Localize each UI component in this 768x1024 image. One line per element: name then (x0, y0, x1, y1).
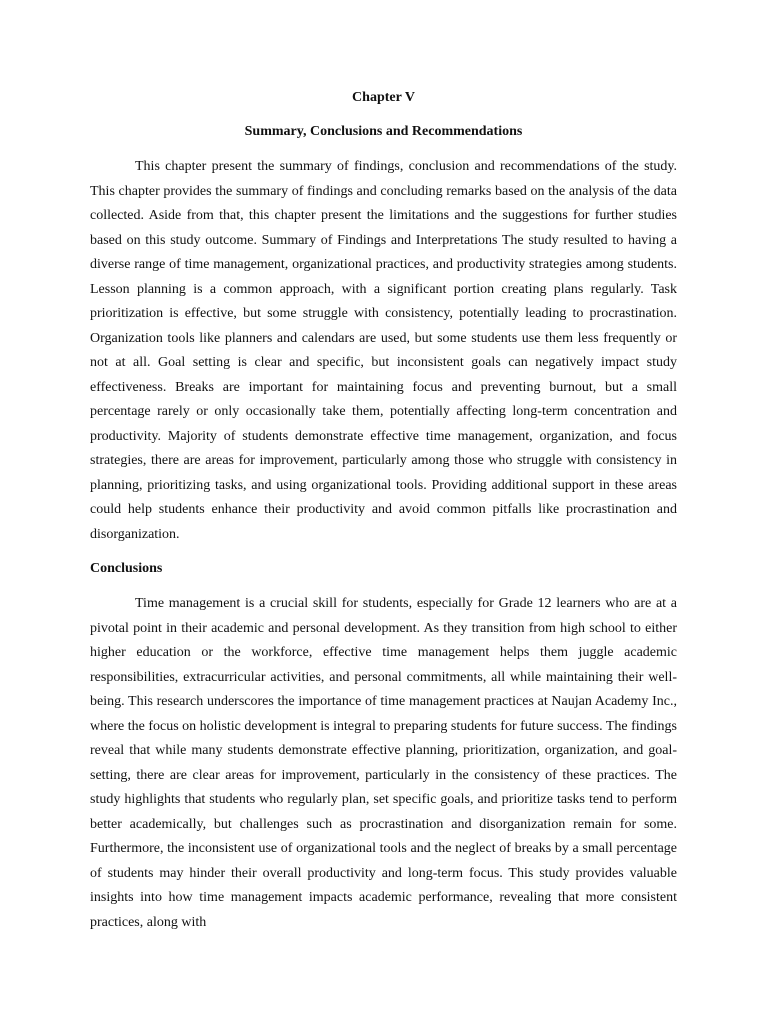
conclusions-paragraph: Time management is a crucial skill for students, especially for Grade 12 learners who are at a pivotal point in their academic and personal development. As they transition from high school to either higher education or the workforce, effective time management helps them juggle academic responsibilities, extracurricular activities, and personal commitments, all while maintaining their well-being. This research underscores the importance of time management practices at Naujan Academy Inc., where the focus on holistic development is integral to preparing students for future success. The findings reveal that while many students demonstrate effective planning, prioritization, organization, and goal-setting, there are clear areas for improvement, particularly in the consistency of these practices. The study highlights that students who regularly plan, set specific goals, and prioritize tasks tend to perform better academically, but challenges such as procrastination and disorganization remain for some. Furthermore, the inconsistent use of organizational tools and the neglect of breaks by a small percentage of students may hinder their overall productivity and long-term focus. This study provides valuable insights into how time management impacts academic performance, revealing that more consistent practices, along with (90, 596, 677, 930)
chapter-subtitle: Summary, Conclusions and Recommendations (244, 124, 523, 139)
intro-paragraph: This chapter present the summary of findings, conclusion and recommendations of the study. This chapter provides the summary of findings and concluding remarks based on the analysis of the data collected. Aside from that, this chapter present the limitations and the suggestions for further studies based on this study outcome. Summary of Findings and Interpretations The study resulted to having a diverse range of time management, organizational practices, and productivity strategies among students. Lesson planning is a common approach, with a significant portion creating plans regularly. Task prioritization is effective, but some struggle with consistency, potentially leading to procrastination. Organization tools like planners and calendars are used, but some students use them less frequently or not at all. Goal setting is clear and specific, but inconsistent goals can negatively impact study effectiveness. Breaks are important for maintaining focus and preventing burnout, but a small percentage rarely or only occasionally take them, potentially affecting long-term concentration and productivity. Majority of students demonstrate effective time management, organization, and focus strategies, there are areas for improvement, particularly among those who struggle with consistency in planning, prioritizing tasks, and using organizational tools. Providing additional support in these areas could help students enhance their productivity and avoid common pitfalls like procrastination and disorganization. (90, 159, 677, 542)
chapter-title: Chapter V (352, 90, 415, 105)
document-page (90, 88, 677, 935)
conclusions-heading: Conclusions (90, 561, 163, 576)
